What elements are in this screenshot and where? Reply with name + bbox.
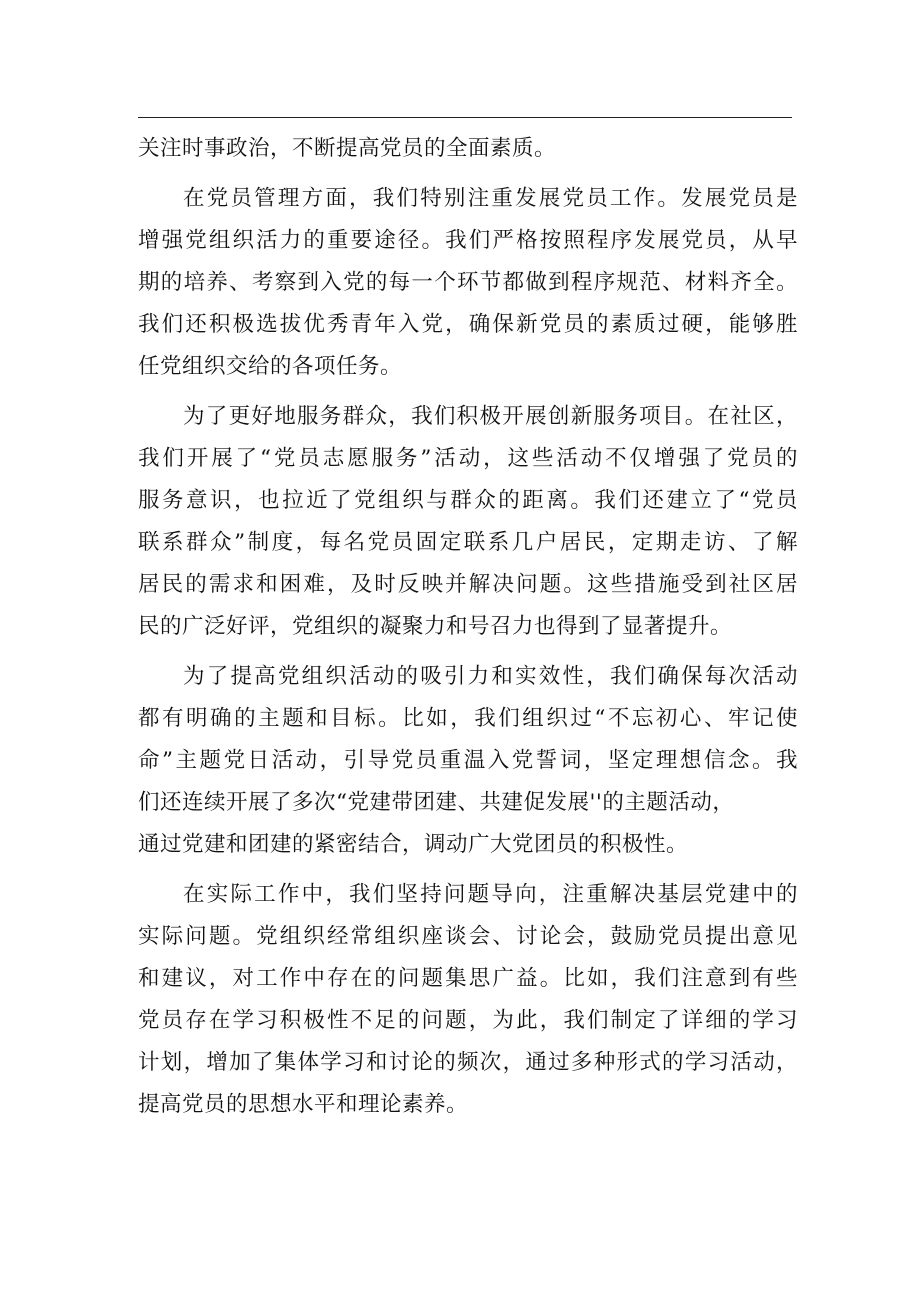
text-line: 关注时事政治，不断提高党员的全面素质。 bbox=[138, 136, 557, 161]
text-line: 民的广泛好评，党组织的凝聚力和号召力也得到了显著提升。 bbox=[138, 614, 733, 639]
text-line: 期的培养、考察到入党的每一个环节都做到程序规范、材料齐全。 bbox=[138, 270, 798, 295]
text-line: 计划，增加了集体学习和讨论的频次，通过多种形式的学习活动， bbox=[138, 1050, 798, 1075]
text-line: 在实际工作中，我们坚持问题导向，注重解决基层党建中的 bbox=[183, 882, 798, 907]
text-line: 们还连续开展了多次“党建带团建、共建促发展''的主题活动， bbox=[138, 790, 735, 815]
text-line: 居民的需求和困难，及时反映并解决问题。这些措施受到社区居 bbox=[138, 572, 798, 597]
text-line: 我们开展了“党员志愿服务”活动，这些活动不仅增强了党员的 bbox=[138, 446, 798, 471]
body-text bbox=[138, 128, 798, 1126]
text-line: 都有明确的主题和目标。比如，我们组织过“不忘初心、牢记使 bbox=[138, 706, 798, 731]
text-line: 党员存在学习积极性不足的问题，为此，我们制定了详细的学习 bbox=[138, 1008, 798, 1033]
header-rule bbox=[138, 117, 792, 118]
text-line: 和建议，对工作中存在的问题集思广益。比如，我们注意到有些 bbox=[138, 966, 798, 991]
text-line: 命”主题党日活动，引导党员重温入党誓词，坚定理想信念。我 bbox=[138, 748, 798, 773]
text-line: 在党员管理方面，我们特别注重发展党员工作。发展党员是 bbox=[183, 186, 798, 211]
text-line: 为了更好地服务群众，我们积极开展创新服务项目。在社区， bbox=[183, 404, 798, 429]
text-line: 增强党组织活力的重要途径。我们严格按照程序发展党员，从早 bbox=[138, 228, 798, 253]
text-line: 任党组织交给的各项任务。 bbox=[138, 354, 403, 379]
text-line: 实际问题。党组织经常组织座谈会、讨论会，鼓励党员提出意见 bbox=[138, 924, 798, 949]
text-line: 联系群众”制度，每名党员固定联系几户居民，定期走访、了解 bbox=[138, 530, 798, 555]
text-line: 为了提高党组织活动的吸引力和实效性，我们确保每次活动 bbox=[183, 664, 798, 689]
text-line: 我们还积极选拔优秀青年入党，确保新党员的素质过硬，能够胜 bbox=[138, 312, 798, 337]
text-line: 提高党员的思想水平和理论素养。 bbox=[138, 1092, 469, 1117]
text-line: 服务意识，也拉近了党组织与群众的距离。我们还建立了“党员 bbox=[138, 488, 798, 513]
text-line: 通过党建和团建的紧密结合，调动广大党团员的积极性。 bbox=[138, 832, 689, 857]
